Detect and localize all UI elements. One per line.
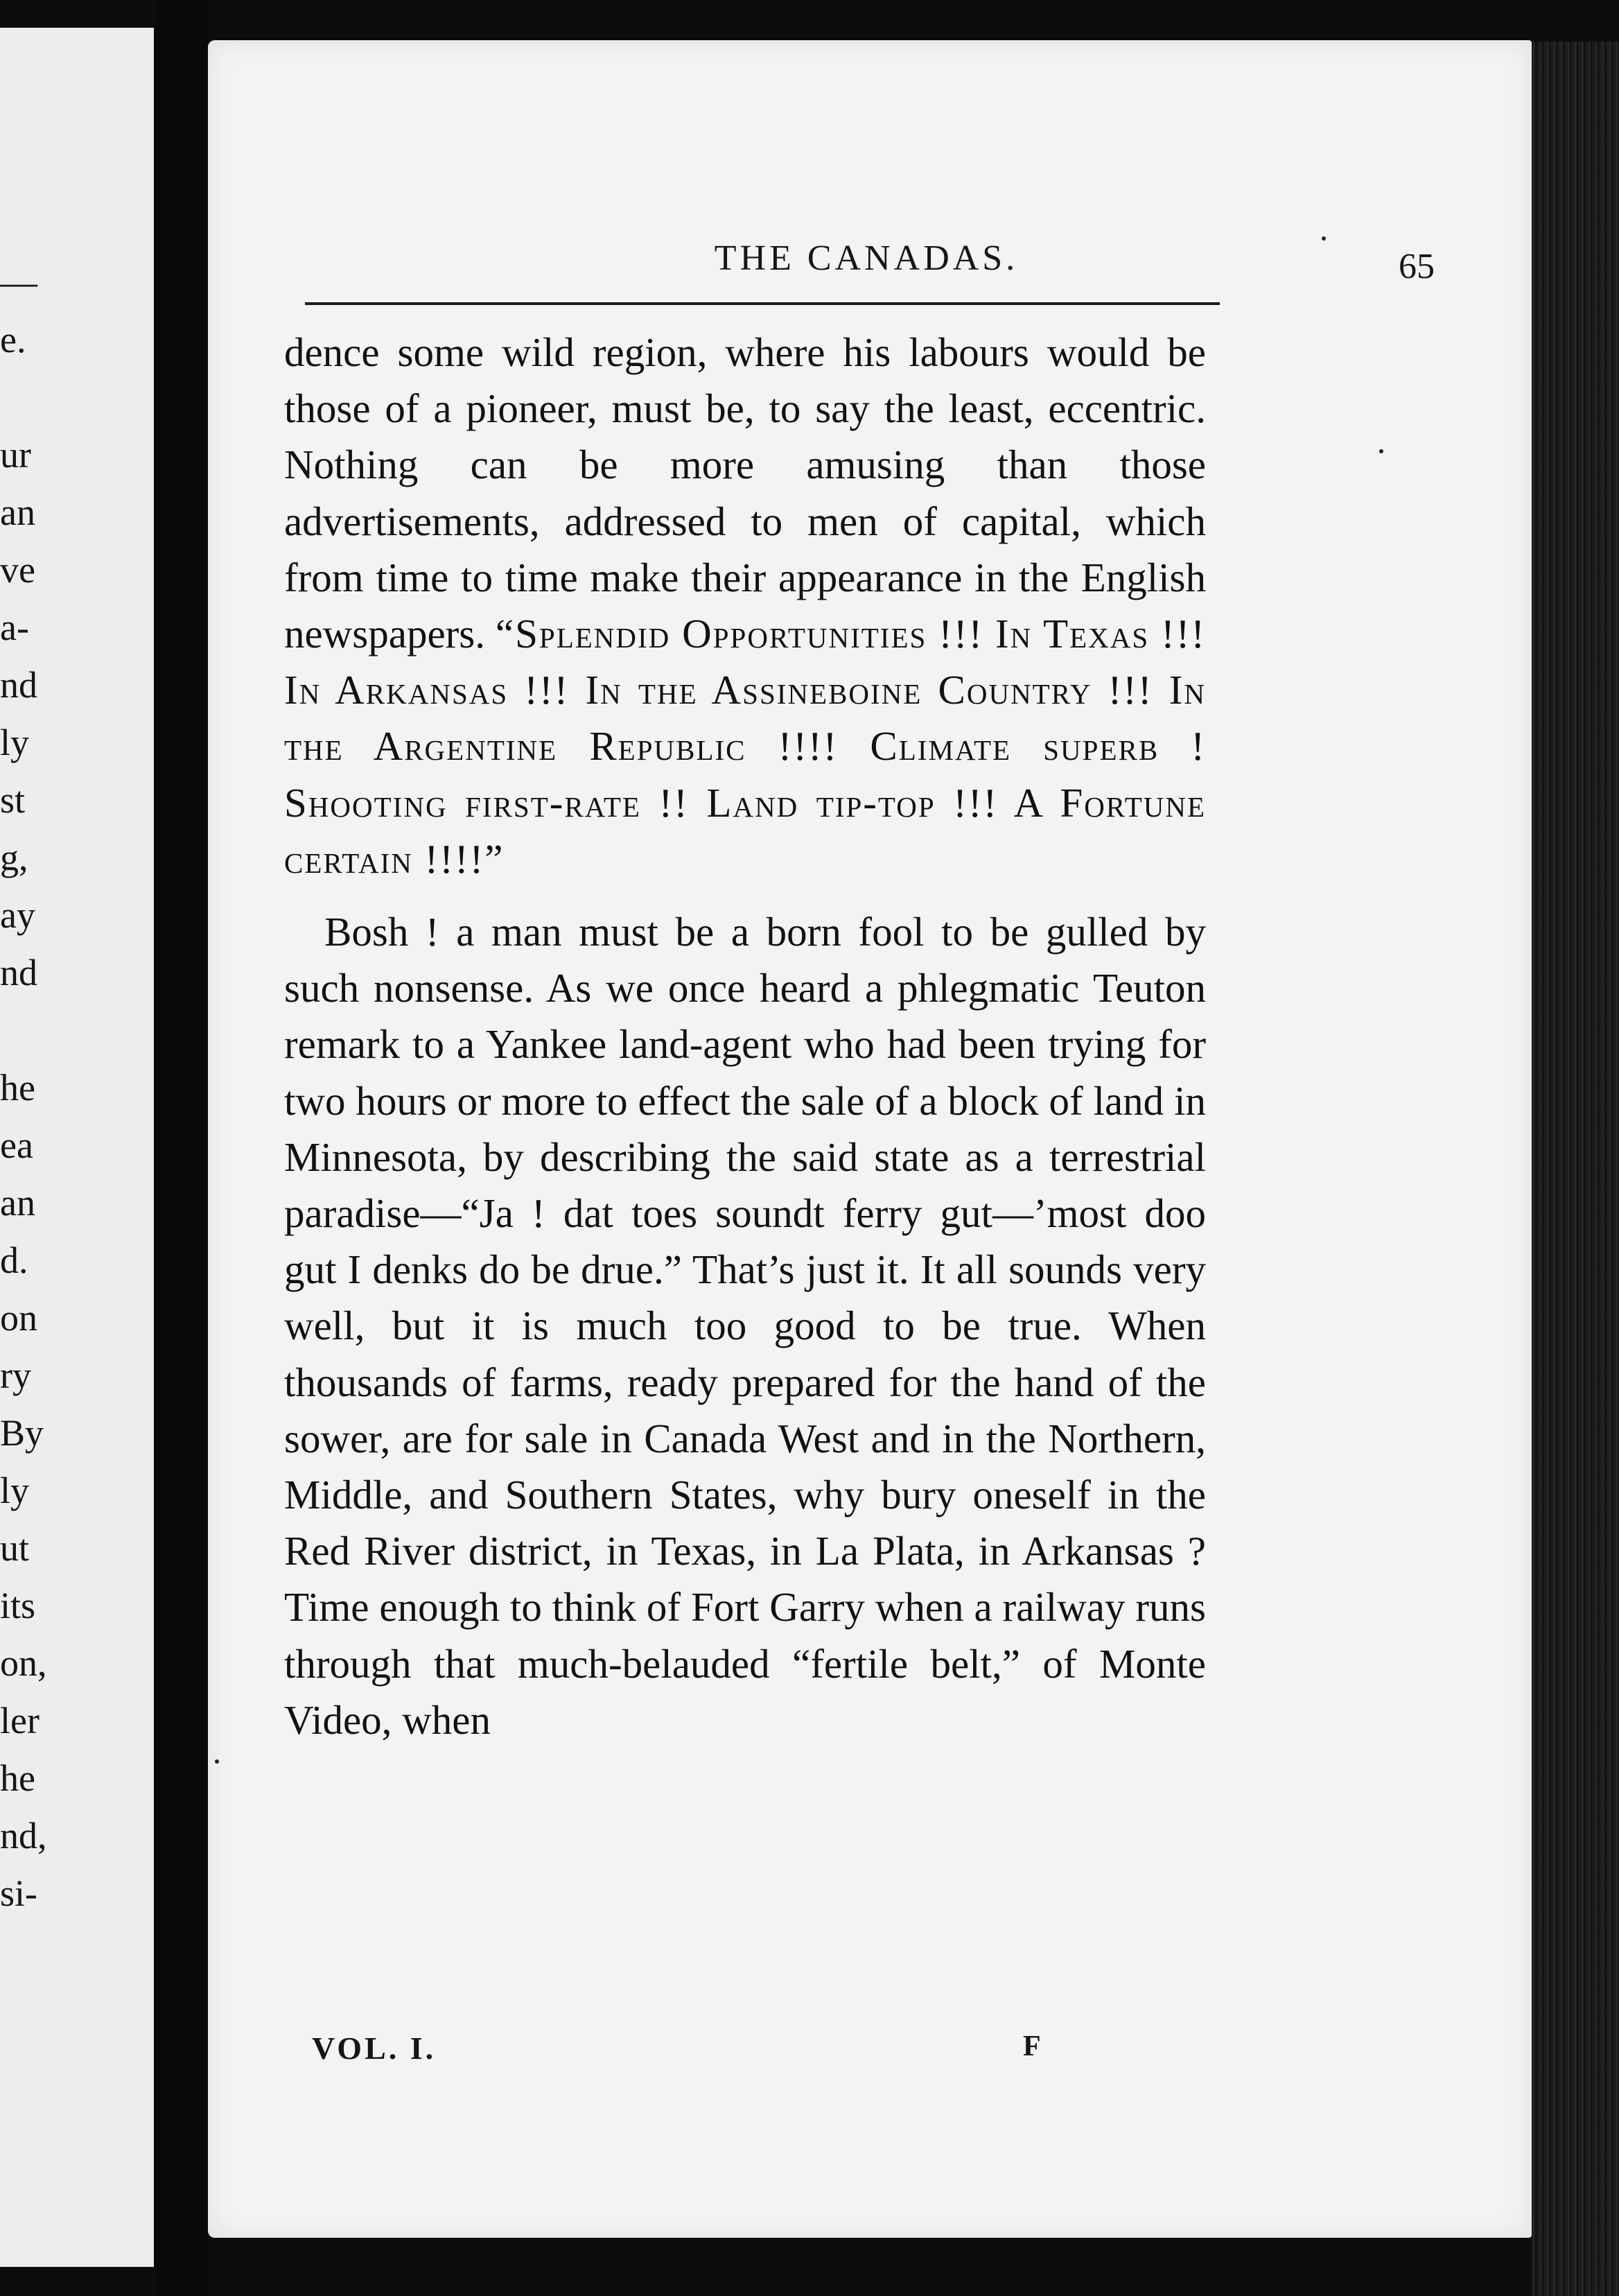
- print-speck: [1322, 236, 1326, 241]
- facing-page-line-fragment: a-: [0, 607, 29, 648]
- paragraph-1-text: dence some wild region, where his labours would be those of a pioneer, must be, to say the least, eccentric. Nothing can be more amusing than those advertisements, addressed to men of capital, which from time to time make their appearance in the English newspapers.: [284, 329, 1206, 657]
- facing-page-line-fragment: ay: [0, 894, 35, 936]
- facing-page-line-fragment: ler: [0, 1700, 40, 1741]
- facing-page-fragment: [0, 28, 158, 2267]
- facing-page-line-fragment: nd: [0, 664, 37, 706]
- header-rule: [305, 302, 1220, 305]
- facing-page-line-fragment: ly: [0, 1470, 30, 1511]
- facing-page-line-fragment: he: [0, 1067, 35, 1108]
- facing-page-line-fragment: si-: [0, 1872, 37, 1914]
- paragraph-1: [284, 324, 1206, 887]
- facing-page-line-fragment: he: [0, 1757, 35, 1799]
- facing-page-line-fragment: st: [0, 779, 26, 821]
- facing-page-line-fragment: nd: [0, 952, 37, 993]
- facing-page-line-fragment: an: [0, 1182, 35, 1224]
- facing-page-line-fragment: ur: [0, 434, 31, 476]
- book-page: [208, 40, 1532, 2238]
- book-page-edges: [1532, 42, 1619, 2296]
- body-text: [284, 324, 1206, 1748]
- facing-page-line-fragment: ea: [0, 1124, 33, 1166]
- paragraph-2: Bosh ! a man must be a born fool to be gulled by such nonsense. As we once heard a phlegmatic Teuton remark to a Yankee land-agent who had been trying for two hours or more to effect the sale of a block of land in Minnesota, by describing the said state as a terrestrial paradise—“Ja ! dat toes soundt ferry gut—’most doo gut I denks do be drue.” That’s just it. It all sounds very well, but it is much too good to be true. When thousands of farms, ready prepared for the hand of the sower, are for sale in Canada West and in the Northern, Middle, and Southern States, why bury oneself in the Red River district, in Texas, in La Plata, in Arkansas ? Time enough to think of Fort Garry when a railway runs through that much-belauded “fertile belt,” of Monte Video, when: [284, 909, 1206, 1743]
- facing-page-line-fragment: e.: [0, 319, 26, 360]
- facing-page-line-fragment: By: [0, 1412, 44, 1454]
- gathering-signature: F: [1023, 2030, 1041, 2062]
- print-speck: [215, 1759, 219, 1764]
- running-title: THE CANADAS.: [714, 238, 1019, 278]
- facing-page-line-fragment: nd,: [0, 1815, 47, 1856]
- facing-page-line-fragment: ry: [0, 1355, 31, 1396]
- facing-page-line-fragment: ly: [0, 722, 30, 763]
- facing-page-line-fragment: —: [0, 261, 37, 303]
- facing-page-line-fragment: g,: [0, 837, 28, 878]
- facing-page-line-fragment: on,: [0, 1642, 47, 1684]
- facing-page-line-fragment: ve: [0, 549, 35, 591]
- facing-page-line-fragment: ut: [0, 1527, 30, 1569]
- page-number: 65: [1399, 247, 1435, 286]
- book-gutter: [154, 0, 209, 2296]
- page-header: [298, 238, 1435, 293]
- print-speck: [1379, 449, 1383, 453]
- facing-page-line-fragment: an: [0, 492, 35, 533]
- facing-page-line-fragment: on: [0, 1297, 37, 1339]
- facing-page-line-fragment: d.: [0, 1240, 28, 1281]
- advertisement-quote: “Splendid Opportunities !!! In Texas !!! In Arkansas !!! In the Assineboine Country !!! In the Argentine Republic !!!! Climate superb ! Shooting first-rate !! Land tip-top !!! A Fortune certain !!!!”: [284, 611, 1207, 882]
- volume-signature: VOL. I.: [312, 2030, 437, 2066]
- facing-page-line-fragment: its: [0, 1585, 36, 1626]
